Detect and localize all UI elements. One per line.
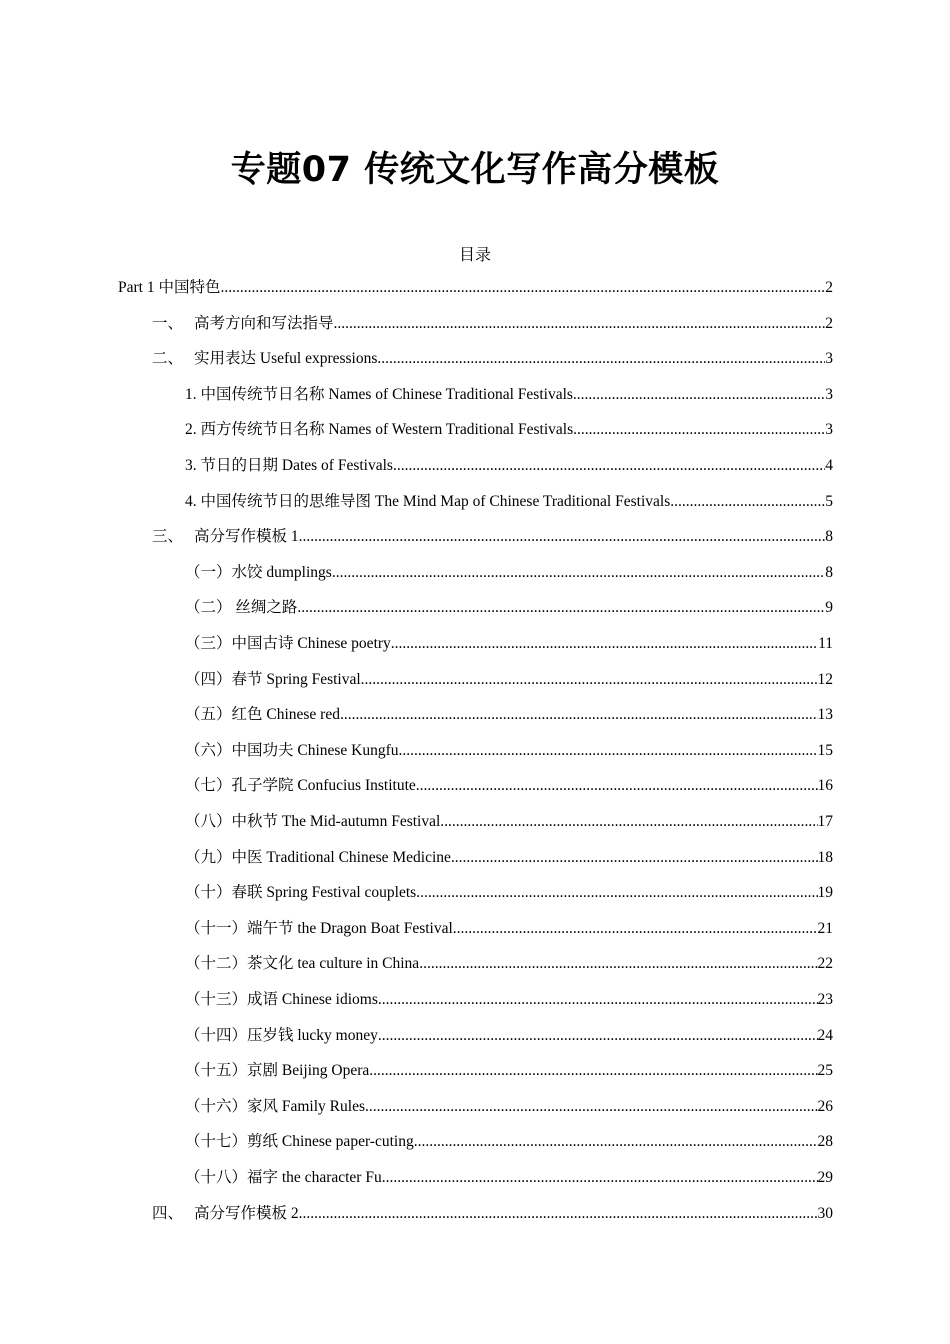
toc-dot-leader	[573, 384, 825, 406]
toc-entry-label: （十五）京剧 Beijing Opera	[185, 1062, 370, 1080]
toc-entry-page-number: 12	[817, 670, 833, 688]
toc-entry-number: 四、	[152, 1204, 184, 1222]
toc-entry[interactable]	[152, 348, 833, 370]
toc-dot-leader	[299, 526, 826, 548]
toc-entry-label: （十）春联 Spring Festival couplets	[185, 884, 417, 902]
toc-entry-label: 2. 西方传统节日名称 Names of Western Traditional Festivals	[185, 421, 574, 439]
toc-entry-page-number: 22	[817, 955, 833, 973]
toc-entry[interactable]	[185, 633, 833, 655]
toc-entry[interactable]	[185, 669, 833, 691]
toc-entry-page-number: 8	[825, 563, 833, 581]
toc-entry-label: 高分写作模板 2	[194, 1204, 299, 1222]
toc-entry-label: Part 1 中国特色	[118, 279, 221, 296]
toc-dot-leader	[332, 562, 825, 584]
toc-entry-label: （十四）压岁钱 lucky money	[185, 1026, 378, 1044]
toc-dot-leader	[393, 455, 825, 477]
toc-entry-label: （九）中医 Traditional Chinese Medicine	[185, 848, 451, 866]
toc-entry-page-number: 11	[818, 635, 833, 652]
toc-entry-label: 4. 中国传统节日的思维导图 The Mind Map of Chinese Traditional Festivals	[185, 492, 671, 510]
toc-entry-label: （三）中国古诗 Chinese poetry	[185, 635, 391, 652]
toc-entry-page-number: 2	[825, 279, 833, 296]
toc-dot-leader	[220, 277, 825, 299]
toc-entry-label: （八）中秋节 The Mid-autumn Festival	[185, 813, 441, 830]
toc-dot-leader	[453, 918, 818, 940]
toc-dot-leader	[369, 1060, 817, 1082]
toc-dot-leader	[365, 1096, 818, 1118]
toc-entry[interactable]	[185, 989, 833, 1011]
toc-entry-page-number: 5	[825, 492, 833, 510]
toc-entry-page-number: 25	[817, 1062, 833, 1080]
toc-entry-page-number: 13	[817, 706, 833, 724]
toc-entry-label: （七）孔子学院 Confucius Institute	[185, 777, 416, 795]
toc-entry-label: 3. 节日的日期 Dates of Festivals	[185, 457, 393, 474]
toc-entry-label: （二） 丝绸之路	[185, 599, 298, 617]
toc-dot-leader	[416, 882, 817, 904]
toc-dot-leader	[299, 1203, 818, 1225]
toc-entry[interactable]	[185, 1060, 833, 1082]
toc-dot-leader	[377, 348, 825, 370]
toc-heading: 目录	[458, 247, 491, 264]
toc-dot-leader	[340, 704, 818, 726]
toc-entry-number: 三、	[152, 528, 184, 546]
toc-entry-page-number: 9	[825, 599, 833, 617]
toc-dot-leader	[416, 775, 818, 797]
toc-entry[interactable]	[185, 562, 833, 584]
toc-entry-page-number: 8	[825, 528, 833, 546]
toc-entry[interactable]	[185, 740, 833, 762]
toc-entry-page-number: 28	[817, 1133, 833, 1151]
toc-entry[interactable]	[185, 384, 833, 406]
toc-entry[interactable]	[185, 419, 833, 441]
toc-entry[interactable]	[152, 1203, 833, 1225]
toc-entry[interactable]	[185, 847, 833, 869]
toc-dot-leader	[382, 1167, 818, 1189]
toc-entry-page-number: 3	[825, 350, 833, 368]
toc-entry-page-number: 18	[817, 848, 833, 866]
toc-entry-page-number: 2	[825, 314, 833, 332]
toc-dot-leader	[361, 669, 818, 691]
toc-entry-label: （六）中国功夫 Chinese Kungfu	[185, 741, 399, 759]
toc-entry-label: （十八）福字 the character Fu	[185, 1169, 382, 1186]
toc-entry-label: （五）红色 Chinese red	[185, 706, 340, 724]
toc-entry[interactable]	[185, 1025, 833, 1047]
toc-entry[interactable]	[118, 277, 833, 299]
toc-entry-label: （十三）成语 Chinese idioms	[185, 991, 378, 1008]
toc-entry-label: 1. 中国传统节日名称 Names of Chinese Traditional Festivals	[185, 385, 573, 403]
toc-entry[interactable]	[185, 918, 833, 940]
toc-entry[interactable]	[185, 775, 833, 797]
toc-entry[interactable]	[185, 882, 833, 904]
toc-entry-page-number: 24	[817, 1026, 833, 1044]
toc-dot-leader	[440, 811, 817, 833]
toc-dot-leader	[670, 491, 825, 513]
toc-entry-number: 二、	[152, 350, 184, 368]
toc-entry[interactable]	[185, 704, 833, 726]
toc-dot-leader	[378, 1025, 818, 1047]
toc-entry[interactable]	[185, 597, 833, 619]
toc-entry-label: （十七）剪纸 Chinese paper-cuting	[185, 1133, 414, 1151]
toc-entry[interactable]	[185, 1131, 833, 1153]
toc-entry-page-number: 16	[817, 777, 833, 795]
toc-entry-page-number: 29	[817, 1169, 833, 1186]
toc-entry-label: （四）春节 Spring Festival	[185, 670, 361, 688]
toc-entry[interactable]	[152, 313, 833, 335]
toc-entry-page-number: 15	[817, 741, 833, 759]
toc-entry-page-number: 3	[825, 421, 833, 439]
toc-entry-label: （十一）端午节 the Dragon Boat Festival	[185, 919, 453, 937]
toc-entry-page-number: 21	[817, 919, 833, 937]
toc-entry[interactable]	[185, 491, 833, 513]
toc-entry-page-number: 17	[817, 813, 833, 830]
toc-entry-page-number: 4	[825, 457, 833, 474]
toc-entry[interactable]	[185, 953, 833, 975]
toc-entry-page-number: 19	[817, 884, 833, 902]
toc-entry-label: （十六）家风 Family Rules	[185, 1097, 365, 1115]
toc-entry-page-number: 26	[817, 1097, 833, 1115]
toc-dot-leader	[419, 953, 817, 975]
toc-entry-page-number: 3	[825, 385, 833, 403]
toc-entry[interactable]	[185, 1167, 833, 1189]
toc-entry-page-number: 23	[817, 991, 833, 1008]
toc-dot-leader	[334, 313, 826, 335]
toc-entry[interactable]	[185, 455, 833, 477]
toc-dot-leader	[399, 740, 818, 762]
toc-dot-leader	[573, 419, 825, 441]
toc-entry-number: 一、	[152, 314, 184, 332]
toc-entry-page-number: 30	[817, 1204, 833, 1222]
toc-dot-leader	[378, 989, 818, 1011]
toc-entry-label: （一）水饺 dumplings	[185, 563, 332, 581]
toc-entry[interactable]	[185, 1096, 833, 1118]
toc-entry[interactable]	[185, 811, 833, 833]
toc-entry[interactable]	[152, 526, 833, 548]
toc-entry-label: 高考方向和写法指导	[194, 314, 334, 332]
toc-dot-leader	[414, 1131, 818, 1153]
document-title: 专题07 传统文化写作高分模板	[230, 150, 720, 190]
toc-entry-label: 实用表达 Useful expressions	[194, 350, 378, 368]
toc-dot-leader	[451, 847, 818, 869]
toc-entry-label: 高分写作模板 1	[194, 528, 299, 546]
toc-dot-leader	[297, 597, 825, 619]
toc-dot-leader	[391, 633, 818, 655]
toc-entry-label: （十二）茶文化 tea culture in China	[185, 955, 420, 973]
